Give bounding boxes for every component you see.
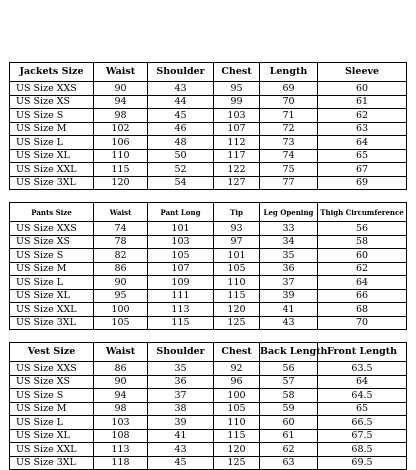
measurement-cell: 58 xyxy=(318,235,407,249)
table-header-row xyxy=(10,63,407,82)
measurement-cell: 97 xyxy=(214,235,260,249)
table-row xyxy=(10,416,407,430)
measurement-cell: 101 xyxy=(214,249,260,263)
measurement-cell: 73 xyxy=(260,136,318,150)
measurement-cell: 125 xyxy=(214,456,260,470)
measurement-cell: 120 xyxy=(214,443,260,457)
size-chart xyxy=(9,62,406,470)
measurement-cell: 60 xyxy=(260,416,318,430)
measurement-cell: 69 xyxy=(318,176,407,190)
measurement-cell: 71 xyxy=(260,109,318,123)
measurement-cell: 64 xyxy=(318,276,407,290)
measurement-cell: 69 xyxy=(260,82,318,96)
table-header-row xyxy=(10,343,407,362)
measurement-cell: 63 xyxy=(318,122,407,136)
size-label-cell: US Size XL xyxy=(10,289,94,303)
measurement-cell: 107 xyxy=(148,262,214,276)
measurement-cell: 67.5 xyxy=(318,429,407,443)
column-header: Pants Size xyxy=(10,203,94,222)
measurement-cell: 50 xyxy=(148,149,214,163)
measurement-cell: 107 xyxy=(214,122,260,136)
size-label-cell: US Size XXL xyxy=(10,443,94,457)
column-header: Length xyxy=(260,63,318,82)
table-row xyxy=(10,249,407,263)
measurement-cell: 60 xyxy=(318,249,407,263)
measurement-cell: 99 xyxy=(214,95,260,109)
measurement-cell: 41 xyxy=(260,303,318,317)
measurement-cell: 115 xyxy=(214,429,260,443)
column-header: Chest xyxy=(214,63,260,82)
table-row xyxy=(10,303,407,317)
table-row xyxy=(10,262,407,276)
measurement-cell: 115 xyxy=(94,163,148,177)
table-row xyxy=(10,95,407,109)
measurement-cell: 65 xyxy=(318,402,407,416)
table-row xyxy=(10,456,407,470)
measurement-cell: 35 xyxy=(148,362,214,376)
size-label-cell: US Size M xyxy=(10,122,94,136)
column-header: Tip xyxy=(214,203,260,222)
measurement-cell: 68 xyxy=(318,303,407,317)
measurement-cell: 70 xyxy=(260,95,318,109)
column-header: Waist xyxy=(94,203,148,222)
measurement-cell: 61 xyxy=(260,429,318,443)
measurement-cell: 86 xyxy=(94,262,148,276)
column-header: Front Length xyxy=(318,343,407,362)
measurement-cell: 63.5 xyxy=(318,362,407,376)
measurement-cell: 118 xyxy=(94,456,148,470)
size-label-cell: US Size XS xyxy=(10,375,94,389)
measurement-cell: 105 xyxy=(94,316,148,330)
measurement-cell: 105 xyxy=(148,249,214,263)
table-row xyxy=(10,402,407,416)
size-label-cell: US Size 3XL xyxy=(10,176,94,190)
size-label-cell: US Size XXL xyxy=(10,303,94,317)
measurement-cell: 52 xyxy=(148,163,214,177)
measurement-cell: 44 xyxy=(148,95,214,109)
measurement-cell: 38 xyxy=(148,402,214,416)
measurement-cell: 64 xyxy=(318,375,407,389)
table-body xyxy=(10,362,407,470)
measurement-cell: 110 xyxy=(214,416,260,430)
measurement-cell: 98 xyxy=(94,402,148,416)
measurement-cell: 110 xyxy=(94,149,148,163)
measurement-cell: 101 xyxy=(148,222,214,236)
measurement-cell: 86 xyxy=(94,362,148,376)
table-row xyxy=(10,109,407,123)
pants-size-table xyxy=(9,202,407,330)
measurement-cell: 33 xyxy=(260,222,318,236)
table-row xyxy=(10,429,407,443)
measurement-cell: 94 xyxy=(94,389,148,403)
measurement-cell: 37 xyxy=(148,389,214,403)
table-header-row xyxy=(10,203,407,222)
measurement-cell: 56 xyxy=(318,222,407,236)
measurement-cell: 59 xyxy=(260,402,318,416)
measurement-cell: 105 xyxy=(214,262,260,276)
measurement-cell: 45 xyxy=(148,456,214,470)
measurement-cell: 115 xyxy=(148,316,214,330)
table-row xyxy=(10,235,407,249)
table-row xyxy=(10,362,407,376)
table-body xyxy=(10,222,407,330)
measurement-cell: 117 xyxy=(214,149,260,163)
measurement-cell: 62 xyxy=(318,262,407,276)
size-label-cell: US Size M xyxy=(10,402,94,416)
measurement-cell: 96 xyxy=(214,375,260,389)
size-label-cell: US Size M xyxy=(10,262,94,276)
measurement-cell: 43 xyxy=(148,443,214,457)
column-header: Waist xyxy=(94,63,148,82)
table-row xyxy=(10,136,407,150)
measurement-cell: 36 xyxy=(260,262,318,276)
measurement-cell: 37 xyxy=(260,276,318,290)
measurement-cell: 65 xyxy=(318,149,407,163)
size-label-cell: US Size S xyxy=(10,389,94,403)
measurement-cell: 100 xyxy=(214,389,260,403)
measurement-cell: 95 xyxy=(214,82,260,96)
column-header: Waist xyxy=(94,343,148,362)
measurement-cell: 100 xyxy=(94,303,148,317)
size-label-cell: US Size L xyxy=(10,416,94,430)
table-spacer xyxy=(9,190,406,202)
measurement-cell: 98 xyxy=(94,109,148,123)
measurement-cell: 78 xyxy=(94,235,148,249)
measurement-cell: 77 xyxy=(260,176,318,190)
measurement-cell: 127 xyxy=(214,176,260,190)
measurement-cell: 70 xyxy=(318,316,407,330)
measurement-cell: 120 xyxy=(214,303,260,317)
measurement-cell: 90 xyxy=(94,375,148,389)
size-label-cell: US Size XXL xyxy=(10,163,94,177)
size-label-cell: US Size XXS xyxy=(10,222,94,236)
measurement-cell: 94 xyxy=(94,95,148,109)
column-header: Vest Size xyxy=(10,343,94,362)
measurement-cell: 39 xyxy=(260,289,318,303)
measurement-cell: 64 xyxy=(318,136,407,150)
table-row xyxy=(10,82,407,96)
measurement-cell: 34 xyxy=(260,235,318,249)
table-row xyxy=(10,149,407,163)
table-row xyxy=(10,276,407,290)
measurement-cell: 58 xyxy=(260,389,318,403)
measurement-cell: 39 xyxy=(148,416,214,430)
measurement-cell: 72 xyxy=(260,122,318,136)
table-row xyxy=(10,443,407,457)
table-spacer xyxy=(9,330,406,342)
size-label-cell: US Size 3XL xyxy=(10,456,94,470)
measurement-cell: 125 xyxy=(214,316,260,330)
measurement-cell: 106 xyxy=(94,136,148,150)
measurement-cell: 61 xyxy=(318,95,407,109)
measurement-cell: 90 xyxy=(94,276,148,290)
measurement-cell: 46 xyxy=(148,122,214,136)
measurement-cell: 67 xyxy=(318,163,407,177)
measurement-cell: 112 xyxy=(214,136,260,150)
measurement-cell: 82 xyxy=(94,249,148,263)
table-row xyxy=(10,122,407,136)
table-body xyxy=(10,82,407,190)
measurement-cell: 57 xyxy=(260,375,318,389)
measurement-cell: 69.5 xyxy=(318,456,407,470)
measurement-cell: 64.5 xyxy=(318,389,407,403)
size-label-cell: US Size XL xyxy=(10,149,94,163)
measurement-cell: 35 xyxy=(260,249,318,263)
column-header: Sleeve xyxy=(318,63,407,82)
column-header: Shoulder xyxy=(148,343,214,362)
measurement-cell: 95 xyxy=(94,289,148,303)
column-header: Pant Long xyxy=(148,203,214,222)
table-row xyxy=(10,389,407,403)
size-label-cell: US Size XXS xyxy=(10,362,94,376)
column-header: Chest xyxy=(214,343,260,362)
column-header: Back Length xyxy=(260,343,318,362)
measurement-cell: 68.5 xyxy=(318,443,407,457)
column-header: Thigh Circumference xyxy=(318,203,407,222)
column-header: Leg Opening xyxy=(260,203,318,222)
column-header: Shoulder xyxy=(148,63,214,82)
column-header: Jackets Size xyxy=(10,63,94,82)
measurement-cell: 54 xyxy=(148,176,214,190)
measurement-cell: 103 xyxy=(94,416,148,430)
measurement-cell: 111 xyxy=(148,289,214,303)
measurement-cell: 115 xyxy=(214,289,260,303)
measurement-cell: 41 xyxy=(148,429,214,443)
measurement-cell: 74 xyxy=(94,222,148,236)
measurement-cell: 63 xyxy=(260,456,318,470)
table-row xyxy=(10,222,407,236)
measurement-cell: 108 xyxy=(94,429,148,443)
measurement-cell: 93 xyxy=(214,222,260,236)
measurement-cell: 74 xyxy=(260,149,318,163)
measurement-cell: 45 xyxy=(148,109,214,123)
vest-size-table xyxy=(9,342,407,470)
size-label-cell: US Size XS xyxy=(10,95,94,109)
size-label-cell: US Size XXS xyxy=(10,82,94,96)
measurement-cell: 122 xyxy=(214,163,260,177)
size-label-cell: US Size L xyxy=(10,276,94,290)
measurement-cell: 103 xyxy=(148,235,214,249)
measurement-cell: 60 xyxy=(318,82,407,96)
measurement-cell: 102 xyxy=(94,122,148,136)
table-row xyxy=(10,289,407,303)
table-row xyxy=(10,316,407,330)
measurement-cell: 120 xyxy=(94,176,148,190)
measurement-cell: 113 xyxy=(94,443,148,457)
measurement-cell: 66 xyxy=(318,289,407,303)
measurement-cell: 109 xyxy=(148,276,214,290)
size-label-cell: US Size S xyxy=(10,249,94,263)
measurement-cell: 90 xyxy=(94,82,148,96)
size-label-cell: US Size XL xyxy=(10,429,94,443)
measurement-cell: 48 xyxy=(148,136,214,150)
size-label-cell: US Size 3XL xyxy=(10,316,94,330)
measurement-cell: 92 xyxy=(214,362,260,376)
measurement-cell: 62 xyxy=(260,443,318,457)
table-row xyxy=(10,163,407,177)
measurement-cell: 105 xyxy=(214,402,260,416)
measurement-cell: 66.5 xyxy=(318,416,407,430)
size-label-cell: US Size L xyxy=(10,136,94,150)
measurement-cell: 110 xyxy=(214,276,260,290)
measurement-cell: 103 xyxy=(214,109,260,123)
table-row xyxy=(10,176,407,190)
jackets-size-table xyxy=(9,62,407,190)
size-label-cell: US Size XS xyxy=(10,235,94,249)
size-label-cell: US Size S xyxy=(10,109,94,123)
measurement-cell: 75 xyxy=(260,163,318,177)
measurement-cell: 56 xyxy=(260,362,318,376)
measurement-cell: 62 xyxy=(318,109,407,123)
measurement-cell: 43 xyxy=(260,316,318,330)
measurement-cell: 43 xyxy=(148,82,214,96)
measurement-cell: 113 xyxy=(148,303,214,317)
table-row xyxy=(10,375,407,389)
measurement-cell: 36 xyxy=(148,375,214,389)
